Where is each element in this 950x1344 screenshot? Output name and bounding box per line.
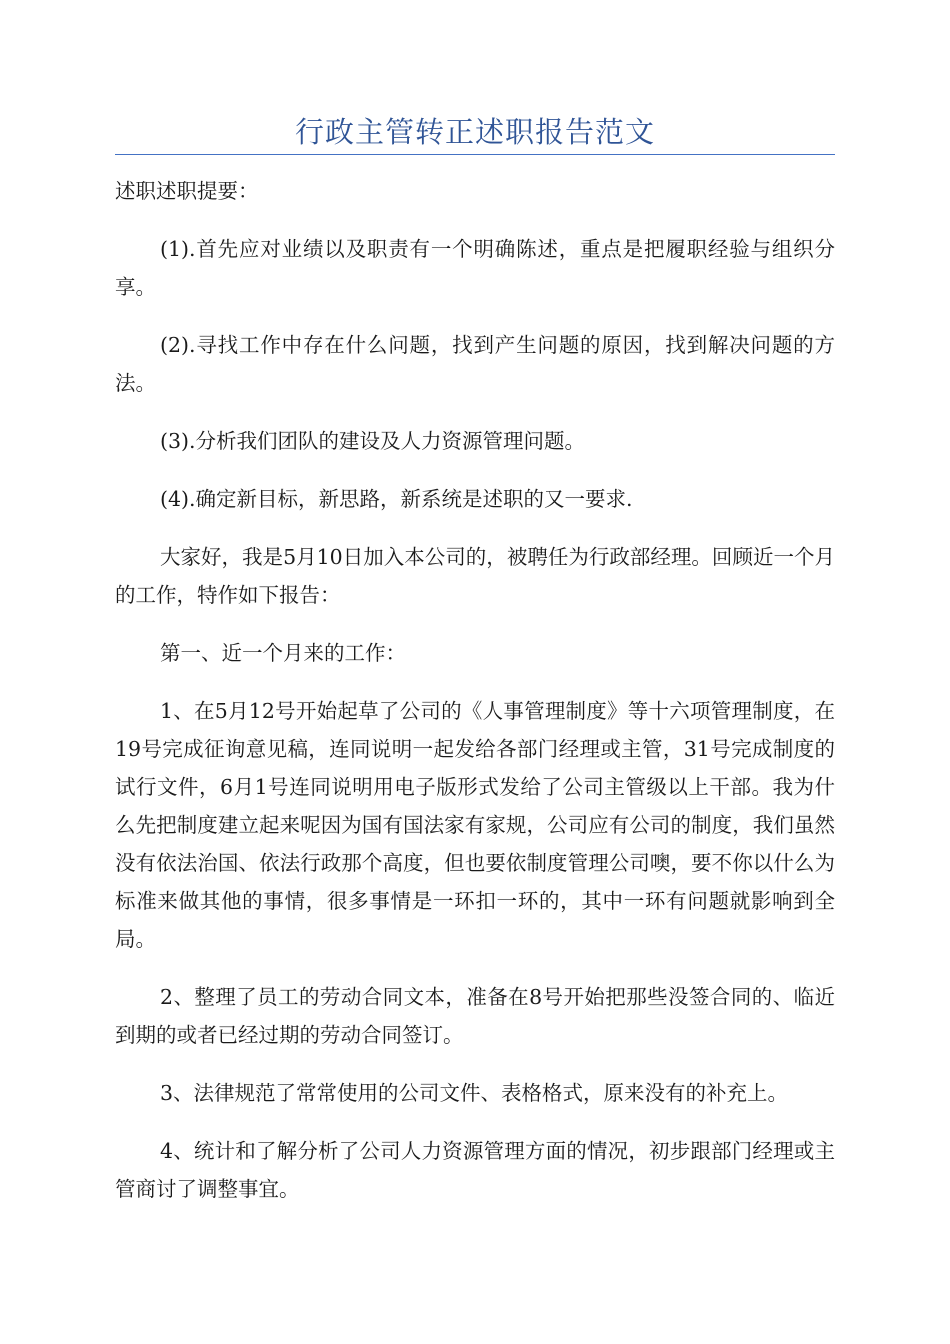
- paragraph-item-1: 1、在5月12号开始起草了公司的《人事管理制度》等十六项管理制度，在19号完成征询意见稿，连同说明一起发给各部门经理或主管，31号完成制度的试行文件，6月1号连同说明用电子版形式发给了公司主管级以上干部。我为什么先把制度建立起来呢因为国有国法家有家规，公司应有公司的制度，我们虽然没有依法治国、依法行政那个高度，但也要依制度管理公司噢，要不你以什么为标准来做其他的事情，很多事情是一环扣一环的，其中一环有问题就影响到全局。: [115, 699, 835, 951]
- title-underline: [115, 154, 835, 155]
- paragraph-point-3: (3).分析我们团队的建设及人力资源管理问题。: [160, 429, 586, 453]
- document-title: 行政主管转正述职报告范文: [294, 115, 655, 149]
- document-body: [115, 172, 835, 1228]
- paragraph-point-4: (4).确定新目标，新思路，新系统是述职的又一要求.: [160, 487, 633, 511]
- paragraph-section-heading: 第一、近一个月来的工作：: [160, 641, 406, 665]
- paragraph-item-2: 2、整理了员工的劳动合同文本，准备在8号开始把那些没签合同的、临近到期的或者已经过期的劳动合同签订。: [115, 985, 835, 1047]
- paragraph-point-1: (1).首先应对业绩以及职责有一个明确陈述，重点是把履职经验与组织分享。: [115, 237, 835, 299]
- paragraph-item-3: 3、法律规范了常常使用的公司文件、表格格式，原来没有的补充上。: [160, 1081, 789, 1105]
- paragraph-point-2: (2).寻找工作中存在什么问题，找到产生问题的原因，找到解决问题的方法。: [115, 333, 835, 395]
- paragraph-greeting: 大家好，我是5月10日加入本公司的，被聘任为行政部经理。回顾近一个月的工作，特作如下报告：: [115, 545, 835, 607]
- paragraph-item-4: 4、统计和了解分析了公司人力资源管理方面的情况，初步跟部门经理或主管商讨了调整事宜。: [115, 1139, 835, 1201]
- paragraph-summary-heading: 述职述职提要：: [115, 179, 259, 203]
